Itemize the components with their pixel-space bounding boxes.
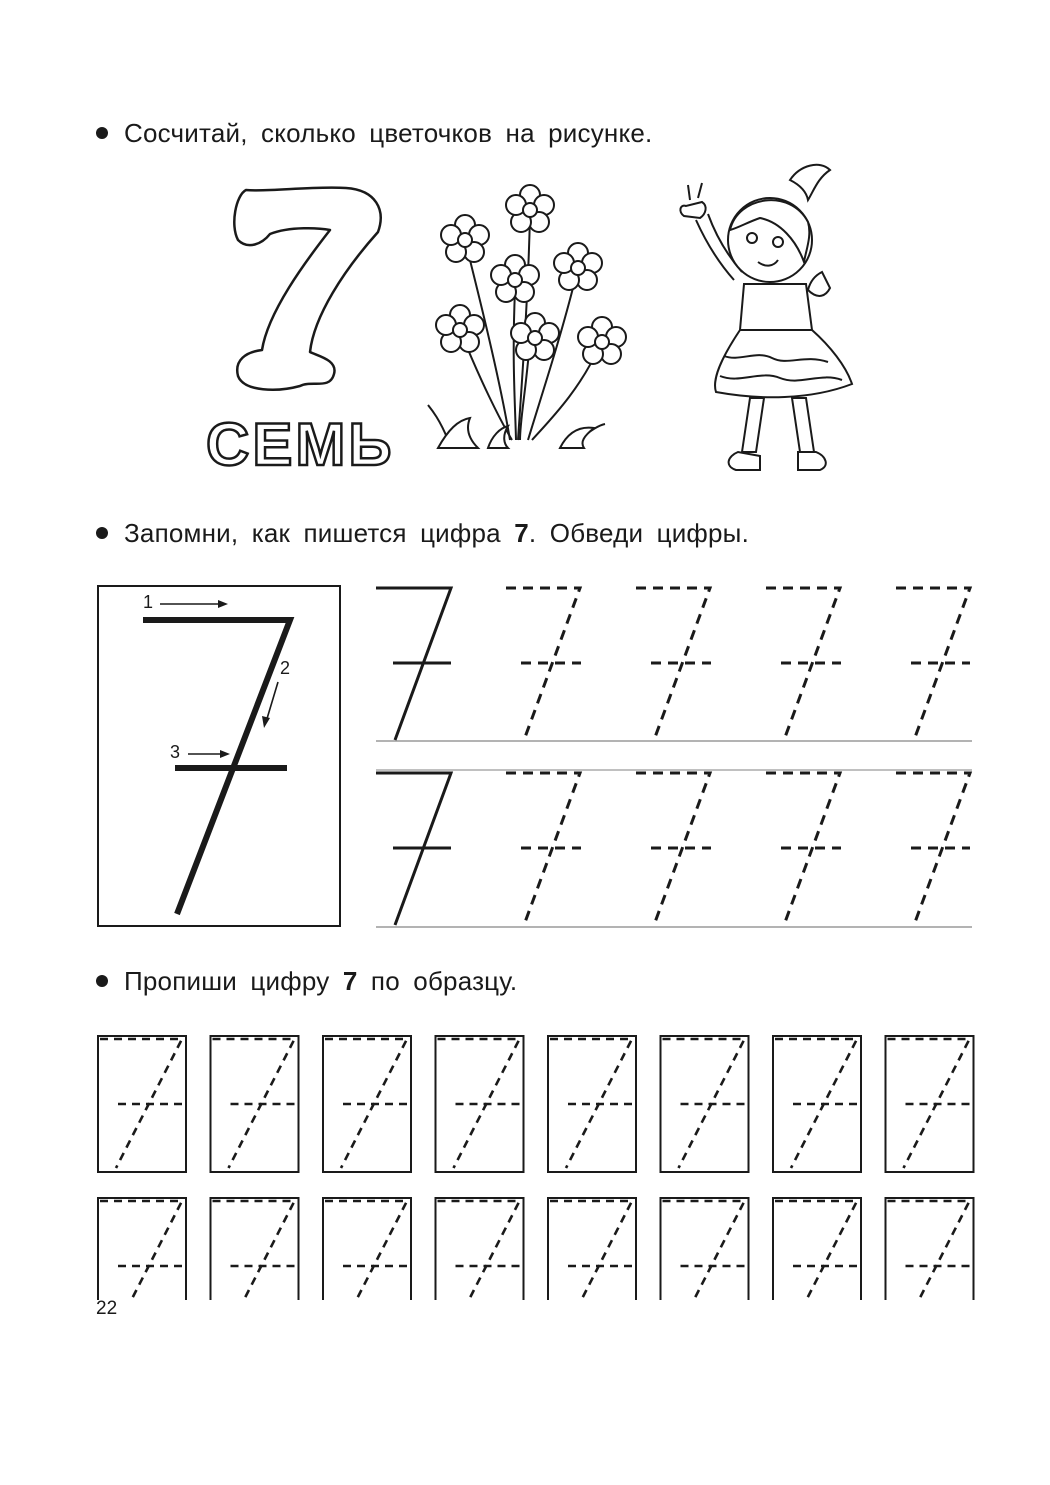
practice-cell[interactable] (323, 1198, 411, 1300)
task-count-text: Сосчитай, сколько цветочков на рисунке. (124, 118, 653, 148)
practice-cell[interactable] (211, 1036, 299, 1172)
task-write-before: Пропиши цифру (124, 966, 343, 996)
practice-cell[interactable] (436, 1036, 524, 1172)
task-write-digit-bold: 7 (342, 966, 358, 996)
task-remember-before: Запомни, как пишется цифра (124, 518, 515, 548)
practice-cell[interactable] (661, 1198, 749, 1300)
practice-cell[interactable] (98, 1198, 186, 1300)
practice-cell[interactable] (773, 1198, 861, 1300)
stroke-label-2: 2 (280, 658, 291, 678)
task-write-after: по образцу. (357, 966, 518, 996)
practice-cell[interactable] (886, 1198, 974, 1300)
practice-cell[interactable] (211, 1198, 299, 1300)
practice-cell[interactable] (773, 1036, 861, 1172)
numeral-word: СЕМЬ (206, 411, 395, 478)
practice-cell[interactable] (323, 1036, 411, 1172)
practice-cell[interactable] (661, 1036, 749, 1172)
page-number: 22 (96, 1298, 118, 1319)
practice-cell[interactable] (886, 1036, 974, 1172)
practice-cell[interactable] (436, 1198, 524, 1300)
practice-cell[interactable] (98, 1036, 186, 1172)
practice-cell[interactable] (548, 1198, 636, 1300)
stroke-label-3: 3 (170, 742, 181, 762)
task-remember-digit-bold: 7 (514, 518, 529, 548)
task-remember-after: . Обведи цифры. (528, 518, 749, 548)
stroke-label-1: 1 (143, 592, 154, 612)
practice-cell[interactable] (548, 1036, 636, 1172)
